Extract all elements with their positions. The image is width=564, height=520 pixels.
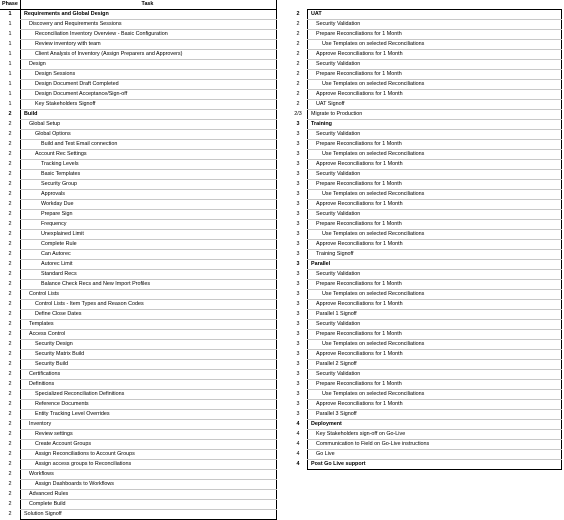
phase-cell: 1 <box>8 101 12 107</box>
section-heading: Training <box>308 120 562 130</box>
phase-cell: 2 <box>8 461 12 467</box>
task-cell: UAT Signoff <box>308 100 562 110</box>
table-row <box>0 320 277 330</box>
task-cell: Create Account Groups <box>21 440 277 450</box>
task-cell: Assign access groups to Reconciliations <box>21 460 277 470</box>
task-cell: Security Matrix Build <box>21 350 277 360</box>
task-cell: Use Templates on selected Reconciliations <box>308 40 562 50</box>
table-row <box>0 280 277 290</box>
task-cell: Global Options <box>21 130 277 140</box>
phase-cell: 2/3 <box>294 111 302 117</box>
task-cell: Use Templates on selected Reconciliations <box>308 340 562 350</box>
table-row <box>289 310 562 320</box>
task-cell: Prepare Reconciliations for 1 Month <box>308 70 562 80</box>
table-row <box>0 290 277 300</box>
section-heading: Requirements and Global Design <box>21 10 277 20</box>
phase-cell: 2 <box>8 491 12 497</box>
task-table-right <box>289 9 562 470</box>
phase-cell: 1 <box>8 81 12 87</box>
task-cell: Frequency <box>21 220 277 230</box>
task-cell: Approvals <box>21 190 277 200</box>
task-cell: Prepare Reconciliations for 1 Month <box>308 330 562 340</box>
phase-cell: 3 <box>296 131 300 137</box>
phase-cell: 2 <box>8 351 12 357</box>
phase-cell: 3 <box>296 411 300 417</box>
task-cell: Parallel 2 Signoff <box>308 360 562 370</box>
phase-cell: 3 <box>296 321 300 327</box>
phase-cell: 2 <box>8 411 12 417</box>
task-cell: Prepare Reconciliations for 1 Month <box>308 280 562 290</box>
table-row <box>289 350 562 360</box>
table-row <box>289 390 562 400</box>
task-cell: Client Analysis of Inventory (Assign Preparers and Approvers) <box>21 50 277 60</box>
task-cell: Use Templates on selected Reconciliations <box>308 190 562 200</box>
table-row <box>0 240 277 250</box>
task-cell: Security Validation <box>308 130 562 140</box>
phase-cell: 2 <box>296 91 300 97</box>
table-row <box>289 270 562 280</box>
phase-cell: 2 <box>8 381 12 387</box>
task-cell: Approve Reconciliations for 1 Month <box>308 300 562 310</box>
task-cell: Approve Reconciliations for 1 Month <box>308 350 562 360</box>
task-cell: Use Templates on selected Reconciliations <box>308 150 562 160</box>
table-row <box>0 370 277 380</box>
table-row <box>0 420 277 430</box>
table-row <box>0 470 277 480</box>
phase-cell: 3 <box>296 141 300 147</box>
task-cell: Tracking Levels <box>21 160 277 170</box>
section-heading: Deployment <box>308 420 562 430</box>
phase-cell: 2 <box>8 361 12 367</box>
table-row <box>289 40 562 50</box>
phase-cell: 3 <box>296 311 300 317</box>
table-row <box>289 300 562 310</box>
phase-cell: 2 <box>296 21 300 27</box>
phase-cell: 4 <box>296 431 300 437</box>
table-row <box>0 230 277 240</box>
phase-cell: 3 <box>296 251 300 257</box>
task-cell: Parallel 1 Signoff <box>308 310 562 320</box>
task-cell: Build and Test Email connection <box>21 140 277 150</box>
task-cell: Definitions <box>21 380 277 390</box>
task-cell: Workday Due <box>21 200 277 210</box>
table-row <box>289 140 562 150</box>
phase-cell: 3 <box>296 351 300 357</box>
phase-cell: 3 <box>296 191 300 197</box>
phase-cell: 2 <box>8 171 12 177</box>
phase-cell: 2 <box>296 41 300 47</box>
task-cell: Unexplained Limit <box>21 230 277 240</box>
task-cell: Approve Reconciliations for 1 Month <box>308 50 562 60</box>
task-cell: Discovery and Requirements Sessions <box>21 20 277 30</box>
phase-cell: 2 <box>8 391 12 397</box>
table-row <box>0 110 277 120</box>
table-row <box>289 340 562 350</box>
task-cell: Control Lists - Item Types and Reason Codes <box>21 300 277 310</box>
task-cell: Solution Signoff <box>21 510 277 520</box>
table-row <box>0 100 277 110</box>
task-cell: Define Close Dates <box>21 310 277 320</box>
table-row <box>0 250 277 260</box>
task-cell: Security Validation <box>308 170 562 180</box>
task-cell: Complete Rule <box>21 240 277 250</box>
phase-cell: 3 <box>296 401 300 407</box>
section-heading: Build <box>21 110 277 120</box>
phase-cell: 2 <box>8 241 12 247</box>
phase-cell: 2 <box>8 181 12 187</box>
task-cell: Review settings <box>21 430 277 440</box>
table-row <box>0 350 277 360</box>
table-row <box>0 410 277 420</box>
table-row <box>289 50 562 60</box>
task-cell: Security Group <box>21 180 277 190</box>
task-cell: Parallel 3 Signoff <box>308 410 562 420</box>
phase-cell: 2 <box>8 271 12 277</box>
task-cell: Advanced Rules <box>21 490 277 500</box>
phase-cell: 2 <box>8 311 12 317</box>
table-row <box>0 330 277 340</box>
section-heading: Post Go Live support <box>308 460 562 470</box>
phase-cell: 2 <box>8 141 12 147</box>
task-cell: Use Templates on selected Reconciliations <box>308 80 562 90</box>
task-cell: Assign Dashboards to Workflows <box>21 480 277 490</box>
phase-cell: 3 <box>296 201 300 207</box>
phase-cell: 1 <box>8 61 12 67</box>
task-cell: Key Stakeholders Signoff <box>21 100 277 110</box>
table-row <box>289 430 562 440</box>
phase-cell: 1 <box>8 51 12 57</box>
table-row <box>0 170 277 180</box>
task-cell: Design Document Acceptance/Sign-off <box>21 90 277 100</box>
table-row <box>0 380 277 390</box>
table-row <box>0 90 277 100</box>
table-row <box>289 80 562 90</box>
table-row <box>0 120 277 130</box>
phase-cell: 3 <box>296 261 300 267</box>
table-row <box>289 230 562 240</box>
table-row <box>289 10 562 20</box>
table-row <box>289 90 562 100</box>
table-row <box>289 260 562 270</box>
phase-cell: 2 <box>296 71 300 77</box>
task-cell: Design <box>21 60 277 70</box>
phase-cell: 3 <box>296 361 300 367</box>
phase-cell: 3 <box>296 161 300 167</box>
task-cell: Use Templates on selected Reconciliations <box>308 390 562 400</box>
task-table-left <box>0 0 277 520</box>
table-row <box>289 220 562 230</box>
table-row <box>0 150 277 160</box>
phase-cell: 1 <box>8 21 12 27</box>
table-row <box>0 30 277 40</box>
table-row <box>289 170 562 180</box>
table-row <box>0 450 277 460</box>
phase-cell: 2 <box>8 331 12 337</box>
table-row <box>289 180 562 190</box>
table-row <box>289 380 562 390</box>
phase-cell: 2 <box>296 51 300 57</box>
task-cell: Training Signoff <box>308 250 562 260</box>
phase-cell: 3 <box>296 391 300 397</box>
table-row <box>289 60 562 70</box>
phase-cell: 2 <box>8 261 12 267</box>
phase-cell: 3 <box>296 181 300 187</box>
task-cell: Certifications <box>21 370 277 380</box>
table-row <box>0 220 277 230</box>
table-row <box>289 120 562 130</box>
table-row <box>289 400 562 410</box>
table-row <box>0 480 277 490</box>
phase-cell: 2 <box>8 401 12 407</box>
task-cell: Inventory <box>21 420 277 430</box>
table-row <box>289 190 562 200</box>
table-row <box>0 140 277 150</box>
task-cell: Security Design <box>21 340 277 350</box>
phase-cell: 1 <box>8 71 12 77</box>
phase-cell: 2 <box>8 421 12 427</box>
phase-cell: 2 <box>296 11 300 17</box>
table-row <box>0 510 277 520</box>
phase-cell: 1 <box>8 11 12 18</box>
task-cell: Approve Reconciliations for 1 Month <box>308 90 562 100</box>
task-cell: Prepare Reconciliations for 1 Month <box>308 380 562 390</box>
phase-cell: 3 <box>296 331 300 337</box>
table-row <box>0 490 277 500</box>
phase-cell: 3 <box>296 121 300 127</box>
task-cell: Standard Recs <box>21 270 277 280</box>
table-row <box>289 370 562 380</box>
table-row <box>0 340 277 350</box>
table-row <box>289 30 562 40</box>
table-row <box>0 360 277 370</box>
task-header: Task <box>21 0 277 10</box>
task-cell: Security Validation <box>308 20 562 30</box>
phase-cell: 2 <box>8 501 12 507</box>
task-cell: Migrate to Production <box>308 110 562 120</box>
table-row <box>0 430 277 440</box>
phase-cell: 3 <box>296 281 300 287</box>
table-row <box>0 200 277 210</box>
task-cell: Security Validation <box>308 270 562 280</box>
phase-cell: 2 <box>8 111 12 117</box>
table-row <box>0 500 277 510</box>
phase-cell: 3 <box>296 221 300 227</box>
section-heading: UAT <box>308 10 562 20</box>
phase-cell: 3 <box>296 231 300 237</box>
task-cell: Prepare Reconciliations for 1 Month <box>308 180 562 190</box>
task-cell: Security Validation <box>308 370 562 380</box>
section-heading: Parallel <box>308 260 562 270</box>
table-row <box>289 70 562 80</box>
phase-cell: 2 <box>8 131 12 137</box>
table-row <box>0 400 277 410</box>
table-row <box>289 200 562 210</box>
phase-cell: 2 <box>8 121 12 127</box>
phase-cell: 2 <box>8 441 12 447</box>
table-row <box>0 80 277 90</box>
table-row <box>0 260 277 270</box>
phase-cell: 2 <box>8 231 12 237</box>
table-row <box>0 180 277 190</box>
phase-cell: 1 <box>8 31 12 37</box>
phase-cell: 2 <box>8 431 12 437</box>
task-cell: Go Live <box>308 450 562 460</box>
task-cell: Communication to Field on Go-Live instructions <box>308 440 562 450</box>
phase-cell: 2 <box>8 161 12 167</box>
table-row <box>0 20 277 30</box>
phase-cell: 2 <box>8 301 12 307</box>
table-row <box>289 440 562 450</box>
task-cell: Security Build <box>21 360 277 370</box>
phase-header: Phase <box>2 1 18 7</box>
task-cell: Security Validation <box>308 210 562 220</box>
phase-cell: 3 <box>296 381 300 387</box>
task-cell: Account Rec Settings <box>21 150 277 160</box>
phase-cell: 2 <box>8 341 12 347</box>
phase-cell: 2 <box>8 211 12 217</box>
table-row <box>0 190 277 200</box>
phase-cell: 2 <box>296 31 300 37</box>
phase-cell: 1 <box>8 91 12 97</box>
task-cell: Approve Reconciliations for 1 Month <box>308 400 562 410</box>
task-cell: Basic Templates <box>21 170 277 180</box>
task-cell: Autorec Limit <box>21 260 277 270</box>
table-row <box>289 130 562 140</box>
phase-cell: 2 <box>8 221 12 227</box>
task-cell: Reconciliation Inventory Overview - Basic Configuration <box>21 30 277 40</box>
task-cell: Templates <box>21 320 277 330</box>
task-cell: Control Lists <box>21 290 277 300</box>
phase-cell: 2 <box>8 201 12 207</box>
task-cell: Complete Build <box>21 500 277 510</box>
table-row <box>289 150 562 160</box>
task-cell: Reference Documents <box>21 400 277 410</box>
task-cell: Prepare Reconciliations for 1 Month <box>308 220 562 230</box>
table-row <box>289 100 562 110</box>
table-row <box>289 460 562 470</box>
table-row <box>0 440 277 450</box>
phase-cell: 3 <box>296 371 300 377</box>
phase-cell: 2 <box>296 61 300 67</box>
table-row <box>0 10 277 20</box>
table-row <box>289 160 562 170</box>
task-cell: Key Stakeholders sign-off on Go-Live <box>308 430 562 440</box>
task-cell: Security Validation <box>308 60 562 70</box>
phase-cell: 2 <box>8 471 12 477</box>
phase-cell: 2 <box>8 151 12 157</box>
task-cell: Use Templates on selected Reconciliations <box>308 290 562 300</box>
phase-cell: 3 <box>296 211 300 217</box>
task-cell: Assign Reconciliations to Account Groups <box>21 450 277 460</box>
table-row <box>0 300 277 310</box>
table-row <box>289 20 562 30</box>
phase-cell: 1 <box>8 41 12 47</box>
table-row <box>289 280 562 290</box>
task-cell: Balance Check Recs and New Import Profiles <box>21 280 277 290</box>
table-row <box>289 450 562 460</box>
table-row <box>289 240 562 250</box>
task-cell: Prepare Reconciliations for 1 Month <box>308 140 562 150</box>
table-row <box>0 160 277 170</box>
phase-cell: 2 <box>8 481 12 487</box>
table-row <box>289 330 562 340</box>
table-row <box>0 40 277 50</box>
table-row <box>0 390 277 400</box>
task-cell: Global Setup <box>21 120 277 130</box>
table-header <box>0 0 277 10</box>
task-cell: Can Autorec <box>21 250 277 260</box>
task-cell: Design Sessions <box>21 70 277 80</box>
table-row <box>0 270 277 280</box>
phase-cell: 3 <box>296 151 300 157</box>
table-row <box>289 410 562 420</box>
phase-cell: 3 <box>296 291 300 297</box>
phase-cell: 2 <box>8 251 12 257</box>
phase-cell: 4 <box>296 461 300 467</box>
phase-cell: 3 <box>296 241 300 247</box>
task-cell: Use Templates on selected Reconciliations <box>308 230 562 240</box>
table-row <box>289 360 562 370</box>
task-cell: Workflows <box>21 470 277 480</box>
task-cell: Specialized Reconciliation Definitions <box>21 390 277 400</box>
task-cell: Entity Tracking Level Overrides <box>21 410 277 420</box>
table-row <box>289 110 562 120</box>
phase-cell: 2 <box>8 371 12 377</box>
table-row <box>0 130 277 140</box>
task-cell: Design Document Draft Completed <box>21 80 277 90</box>
phase-cell: 2 <box>8 451 12 457</box>
phase-cell: 2 <box>8 511 12 517</box>
phase-cell: 2 <box>8 191 12 197</box>
phase-cell: 2 <box>296 81 300 87</box>
task-cell: Approve Reconciliations for 1 Month <box>308 200 562 210</box>
phase-cell: 4 <box>296 451 300 457</box>
task-cell: Review inventory with team <box>21 40 277 50</box>
phase-cell: 3 <box>296 341 300 347</box>
table-row <box>0 460 277 470</box>
task-cell: Prepare Reconciliations for 1 Month <box>308 30 562 40</box>
table-row <box>289 420 562 430</box>
phase-cell: 3 <box>296 271 300 277</box>
table-row <box>0 60 277 70</box>
phase-cell: 2 <box>8 281 12 287</box>
table-row <box>0 310 277 320</box>
task-cell: Prepare Sign <box>21 210 277 220</box>
table-row <box>289 290 562 300</box>
table-row <box>0 50 277 60</box>
table-row <box>0 210 277 220</box>
phase-cell: 2 <box>296 101 300 107</box>
table-row <box>289 210 562 220</box>
phase-cell: 2 <box>8 291 12 297</box>
task-cell: Security Validation <box>308 320 562 330</box>
phase-cell: 4 <box>296 441 300 447</box>
phase-cell: 4 <box>296 421 300 427</box>
task-cell: Approve Reconciliations for 1 Month <box>308 240 562 250</box>
task-cell: Approve Reconciliations for 1 Month <box>308 160 562 170</box>
phase-cell: 2 <box>8 321 12 327</box>
phase-cell: 3 <box>296 171 300 177</box>
task-cell: Access Control <box>21 330 277 340</box>
table-row <box>289 320 562 330</box>
phase-cell: 3 <box>296 301 300 307</box>
table-row <box>0 70 277 80</box>
table-row <box>289 250 562 260</box>
